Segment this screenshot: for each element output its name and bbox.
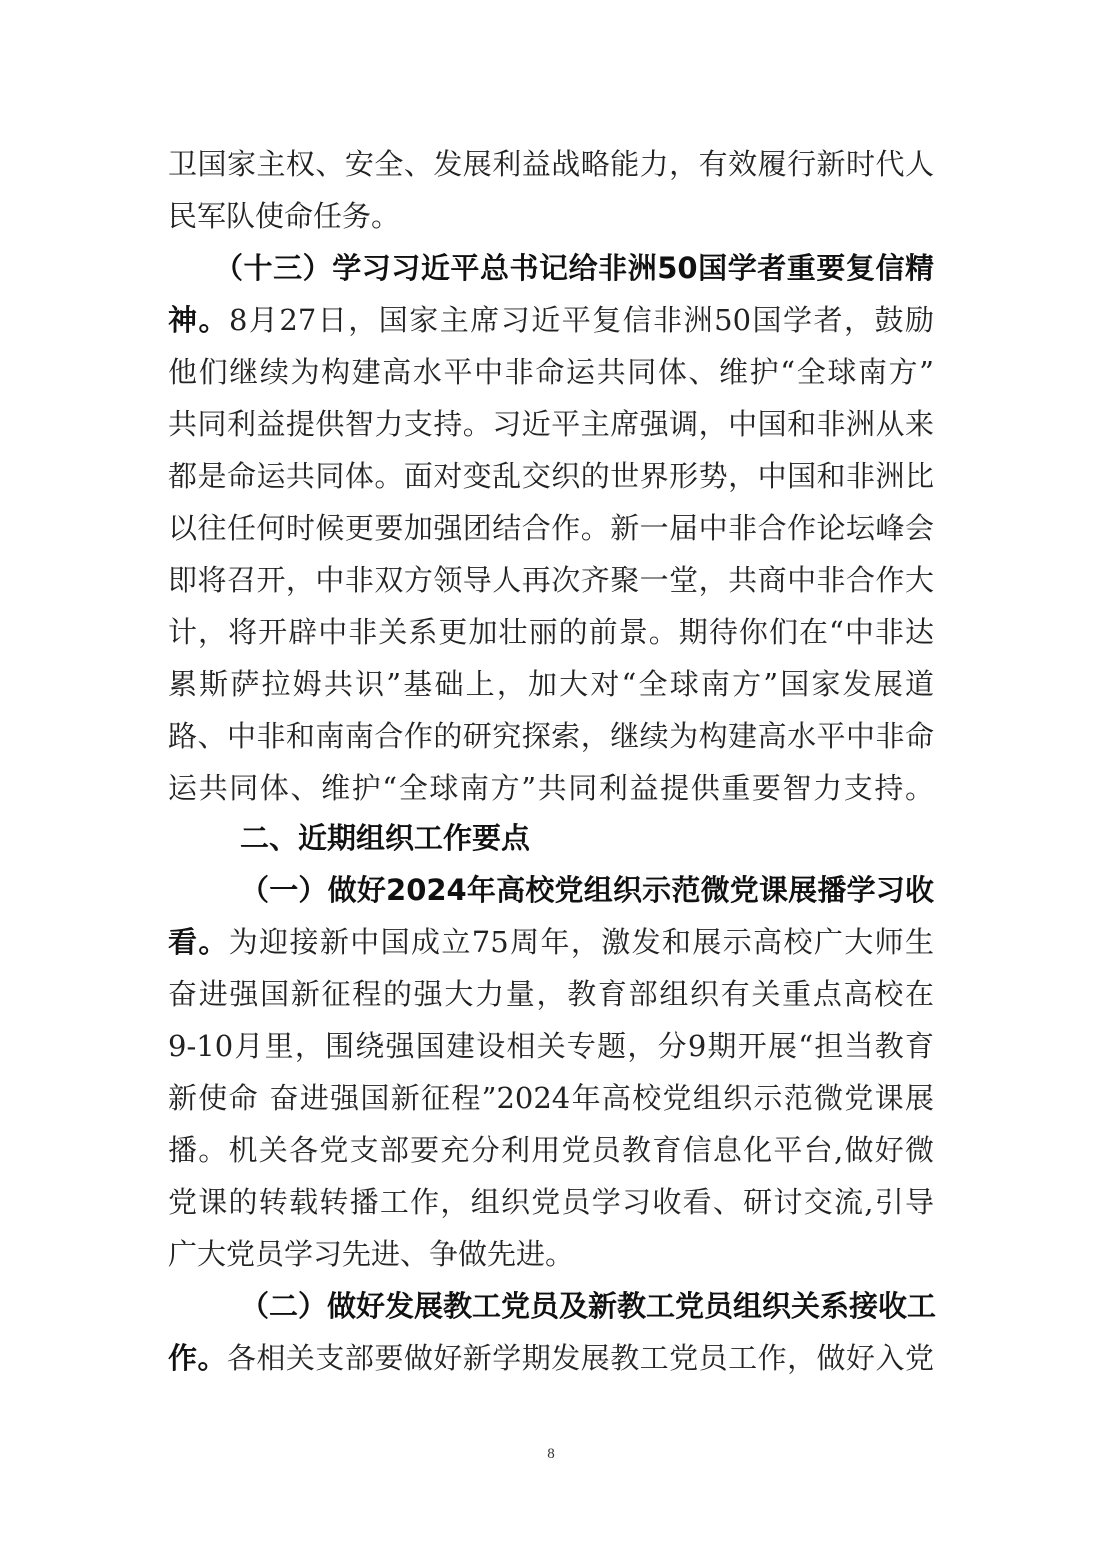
heading-tail: 神。 (168, 303, 229, 337)
section-heading-13: （十三）学习习近平总书记给非洲50国学者重要复信精 (214, 251, 934, 285)
body-text-line: 党课的转载转播工作，组织党员学习收看、研讨交流,引导 (168, 1185, 934, 1219)
body-text-line: 奋进强国新征程的强大力量，教育部组织有关重点高校在 (168, 977, 934, 1011)
heading-tail: 作。 (168, 1341, 227, 1375)
body-text-line (168, 300, 934, 340)
section-heading-2: （二）做好发展教工党员及新教工党员组织关系接收工 (240, 1289, 937, 1323)
body-text-line: 都是命运共同体。面对变乱交织的世界形势，中国和非洲比 (168, 459, 934, 493)
body-text-line: 共同利益提供智力支持。习近平主席强调，中国和非洲从来 (168, 407, 934, 441)
heading-tail: 看。 (168, 925, 229, 959)
body-text-span: 为迎接新中国成立75周年，激发和展示高校广大师生 (228, 925, 934, 959)
body-text-line: 卫国家主权、安全、发展利益战略能力，有效履行新时代人 (168, 147, 934, 181)
body-text-span: 各相关支部要做好新学期发展教工党员工作，做好入党 (226, 1341, 934, 1375)
body-text-line: 运共同体、维护“全球南方”共同利益提供重要智力支持。 (168, 771, 934, 805)
page-number: 8 (547, 1446, 555, 1462)
body-text-line: 民军队使命任务。 (168, 199, 401, 233)
body-text-line: 9-10月里，围绕强国建设相关专题，分9期开展“担当教育 (168, 1029, 934, 1063)
body-text-span: 8月27日，国家主席习近平复信非洲50国学者，鼓励 (228, 303, 934, 337)
body-text-line: 新使命 奋进强国新征程”2024年高校党组织示范微党课展 (168, 1081, 934, 1115)
body-text-line: 播。机关各党支部要充分利用党员教育信息化平台,做好微 (168, 1133, 934, 1167)
body-text-line (168, 1338, 934, 1378)
body-text-line: 累斯萨拉姆共识”基础上，加大对“全球南方”国家发展道 (168, 667, 934, 701)
body-text-line (168, 922, 934, 962)
section-heading-1: （一）做好2024年高校党组织示范微党课展播学习收 (240, 873, 934, 907)
body-text-line: 广大党员学习先进、争做先进。 (168, 1237, 575, 1271)
body-text-line: 路、中非和南南合作的研究探索，继续为构建高水平中非命 (168, 719, 934, 753)
body-text-line: 以往任何时候更要加强团结合作。新一届中非合作论坛峰会 (168, 511, 934, 545)
section-title-2: 二、近期组织工作要点 (240, 821, 531, 855)
body-text-line: 计，将开辟中非关系更加壮丽的前景。期待你们在“中非达 (168, 615, 934, 649)
body-text-line: 即将召开，中非双方领导人再次齐聚一堂，共商中非合作大 (168, 563, 934, 597)
body-text-line: 他们继续为构建高水平中非命运共同体、维护“全球南方” (168, 355, 934, 389)
